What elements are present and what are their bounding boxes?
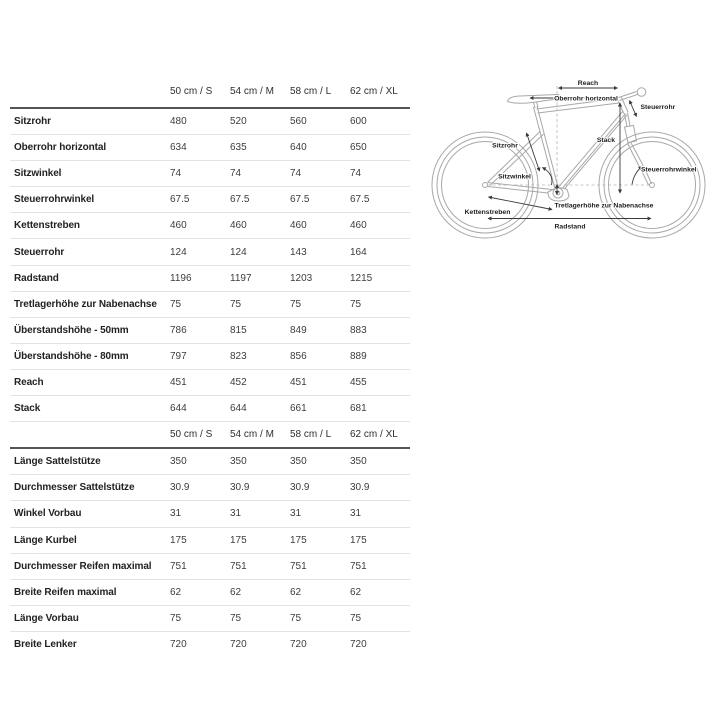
row-label: Durchmesser Reifen maximal xyxy=(14,560,152,572)
steuerrohr-arrow xyxy=(630,101,637,117)
cell-value: 62 xyxy=(170,586,182,598)
table-row xyxy=(10,370,410,396)
cell-value: 75 xyxy=(350,612,362,624)
diagram-label-sitzrohr: Sitzrohr xyxy=(492,142,518,150)
cell-value: 480 xyxy=(170,116,187,128)
cell-value: 75 xyxy=(230,612,242,624)
column-header: 62 cm / XL xyxy=(350,429,398,441)
cell-value: 143 xyxy=(290,246,307,258)
cell-value: 451 xyxy=(170,376,187,388)
cell-value: 30.9 xyxy=(230,482,250,494)
cell-value: 74 xyxy=(290,168,302,180)
cell-value: 644 xyxy=(230,403,247,415)
diagram-label-kettenstreben: Kettenstreben xyxy=(464,209,511,216)
cell-value: 31 xyxy=(170,508,182,520)
row-label: Oberrohr horizontal xyxy=(14,142,106,154)
cell-value: 786 xyxy=(170,324,187,336)
cell-value: 175 xyxy=(230,534,247,546)
cell-value: 74 xyxy=(350,168,362,180)
table-row xyxy=(10,554,410,580)
column-header: 58 cm / L xyxy=(290,429,332,441)
table-row xyxy=(10,292,410,318)
cell-value: 175 xyxy=(170,534,187,546)
row-label: Sitzwinkel xyxy=(14,168,62,180)
cell-value: 124 xyxy=(230,246,247,258)
cell-value: 62 xyxy=(230,586,242,598)
cell-value: 350 xyxy=(230,456,247,468)
cell-value: 67.5 xyxy=(230,194,250,206)
diagram-label-sitzwinkel: Sitzwinkel xyxy=(498,173,531,181)
cell-value: 30.9 xyxy=(350,482,370,494)
row-label: Länge Sattelstütze xyxy=(14,456,101,468)
handlebar-grip xyxy=(637,88,646,97)
cell-value: 451 xyxy=(290,376,307,388)
row-label: Länge Vorbau xyxy=(14,612,79,624)
row-label: Überstandshöhe - 80mm xyxy=(14,350,129,362)
row-label: Winkel Vorbau xyxy=(14,508,82,520)
bike-geometry-diagram xyxy=(430,55,720,265)
cell-value: 31 xyxy=(230,508,242,520)
table-row xyxy=(10,606,410,632)
cell-value: 644 xyxy=(170,403,187,415)
cell-value: 720 xyxy=(230,638,247,650)
diagram-labels xyxy=(465,80,697,231)
cell-value: 350 xyxy=(290,456,307,468)
table-row xyxy=(10,109,410,135)
cell-value: 62 xyxy=(290,586,302,598)
cell-value: 634 xyxy=(170,142,187,154)
cell-value: 175 xyxy=(350,534,367,546)
table-row xyxy=(10,344,410,370)
fork xyxy=(628,143,652,186)
row-label: Steuerrohrwinkel xyxy=(14,194,95,206)
kettenstreben-arrow xyxy=(489,197,553,210)
table-row xyxy=(10,580,410,606)
cell-value: 635 xyxy=(230,142,247,154)
row-label: Stack xyxy=(14,403,41,415)
cell-value: 460 xyxy=(290,220,307,232)
row-label: Breite Reifen maximal xyxy=(14,586,117,598)
cell-value: 720 xyxy=(350,638,367,650)
table-row xyxy=(10,266,410,292)
cell-value: 661 xyxy=(290,403,307,415)
diagram-label-oberrohr: Oberrohr horizontal xyxy=(554,95,618,103)
table-header-row xyxy=(10,76,410,109)
geometry-table xyxy=(10,76,410,657)
table-row xyxy=(10,528,410,554)
cell-value: 751 xyxy=(290,560,307,572)
table-row xyxy=(10,396,410,422)
row-label: Reach xyxy=(14,376,44,388)
cell-value: 67.5 xyxy=(350,194,370,206)
cell-value: 75 xyxy=(290,612,302,624)
cell-value: 823 xyxy=(230,350,247,362)
table-row xyxy=(10,449,410,475)
cell-value: 350 xyxy=(170,456,187,468)
cell-value: 350 xyxy=(350,456,367,468)
row-label: Radstand xyxy=(14,272,59,284)
diagram-label-tretlagerhoehe: Tretlagerhöhe zur Nabenachse xyxy=(554,202,654,210)
saddle xyxy=(508,95,562,104)
cell-value: 452 xyxy=(230,376,247,388)
cell-value: 1197 xyxy=(230,272,252,284)
cell-value: 560 xyxy=(290,116,307,128)
cell-value: 720 xyxy=(170,638,187,650)
cell-value: 460 xyxy=(170,220,187,232)
table-row xyxy=(10,135,410,161)
cell-value: 75 xyxy=(230,298,242,310)
row-label: Steuerrohr xyxy=(14,246,65,258)
table-row xyxy=(10,239,410,265)
cell-value: 1203 xyxy=(290,272,313,284)
row-label: Überstandshöhe - 50mm xyxy=(14,324,129,336)
table-header-row xyxy=(10,422,410,449)
cell-value: 67.5 xyxy=(290,194,310,206)
cell-value: 124 xyxy=(170,246,187,258)
cell-value: 31 xyxy=(350,508,362,520)
column-header: 54 cm / M xyxy=(230,429,274,441)
cell-value: 849 xyxy=(290,324,307,336)
cell-value: 681 xyxy=(350,403,367,415)
cell-value: 751 xyxy=(350,560,367,572)
cell-value: 520 xyxy=(230,116,247,128)
cell-value: 600 xyxy=(350,116,367,128)
chainstay xyxy=(488,183,558,195)
row-label: Länge Kurbel xyxy=(14,534,77,546)
cell-value: 720 xyxy=(290,638,307,650)
cell-value: 75 xyxy=(170,298,182,310)
column-header: 50 cm / S xyxy=(170,86,213,97)
diagram-label-steuerrohr: Steuerrohr xyxy=(640,104,676,111)
cell-value: 640 xyxy=(290,142,307,154)
cell-value: 883 xyxy=(350,324,367,336)
cell-value: 30.9 xyxy=(170,482,190,494)
column-header: 58 cm / L xyxy=(290,86,332,97)
cell-value: 815 xyxy=(230,324,247,336)
cell-value: 74 xyxy=(170,168,182,180)
cell-value: 75 xyxy=(170,612,182,624)
row-label: Breite Lenker xyxy=(14,638,77,650)
table-row xyxy=(10,318,410,344)
table-row xyxy=(10,213,410,239)
cell-value: 67.5 xyxy=(170,194,190,206)
cell-value: 1215 xyxy=(350,272,373,284)
row-label: Sitzrohr xyxy=(14,116,51,128)
row-label: Durchmesser Sattelstütze xyxy=(14,482,135,494)
column-header: 62 cm / XL xyxy=(350,86,398,97)
table-row xyxy=(10,161,410,187)
diagram-label-stack: Stack xyxy=(596,137,615,144)
diagram-label-reach: Reach xyxy=(577,80,599,87)
column-header: 54 cm / M xyxy=(230,86,274,97)
cell-value: 460 xyxy=(230,220,247,232)
cell-value: 751 xyxy=(230,560,247,572)
cell-value: 856 xyxy=(290,350,307,362)
table-row xyxy=(10,632,410,657)
row-label: Tretlagerhöhe zur Nabenachse xyxy=(14,298,157,310)
cell-value: 751 xyxy=(170,560,187,572)
cell-value: 62 xyxy=(350,586,362,598)
cell-value: 455 xyxy=(350,376,367,388)
row-label: Kettenstreben xyxy=(14,220,80,232)
cell-value: 797 xyxy=(170,350,187,362)
cell-value: 1196 xyxy=(170,272,192,284)
cell-value: 75 xyxy=(290,298,302,310)
cell-value: 30.9 xyxy=(290,482,310,494)
table-row xyxy=(10,475,410,501)
table-row xyxy=(10,187,410,213)
diagram-label-steuerrohrwinkel: Steuerrohrwinkel xyxy=(641,166,697,174)
cell-value: 650 xyxy=(350,142,367,154)
cell-value: 75 xyxy=(350,298,362,310)
stem xyxy=(619,92,638,101)
table-row xyxy=(10,501,410,527)
steerer xyxy=(625,113,631,128)
cell-value: 889 xyxy=(350,350,367,362)
diagram-label-radstand: Radstand xyxy=(554,223,586,231)
cell-value: 74 xyxy=(230,168,242,180)
cell-value: 460 xyxy=(350,220,367,232)
cell-value: 31 xyxy=(290,508,302,520)
cell-value: 164 xyxy=(350,246,367,258)
column-header: 50 cm / S xyxy=(170,429,213,441)
cell-value: 175 xyxy=(290,534,307,546)
